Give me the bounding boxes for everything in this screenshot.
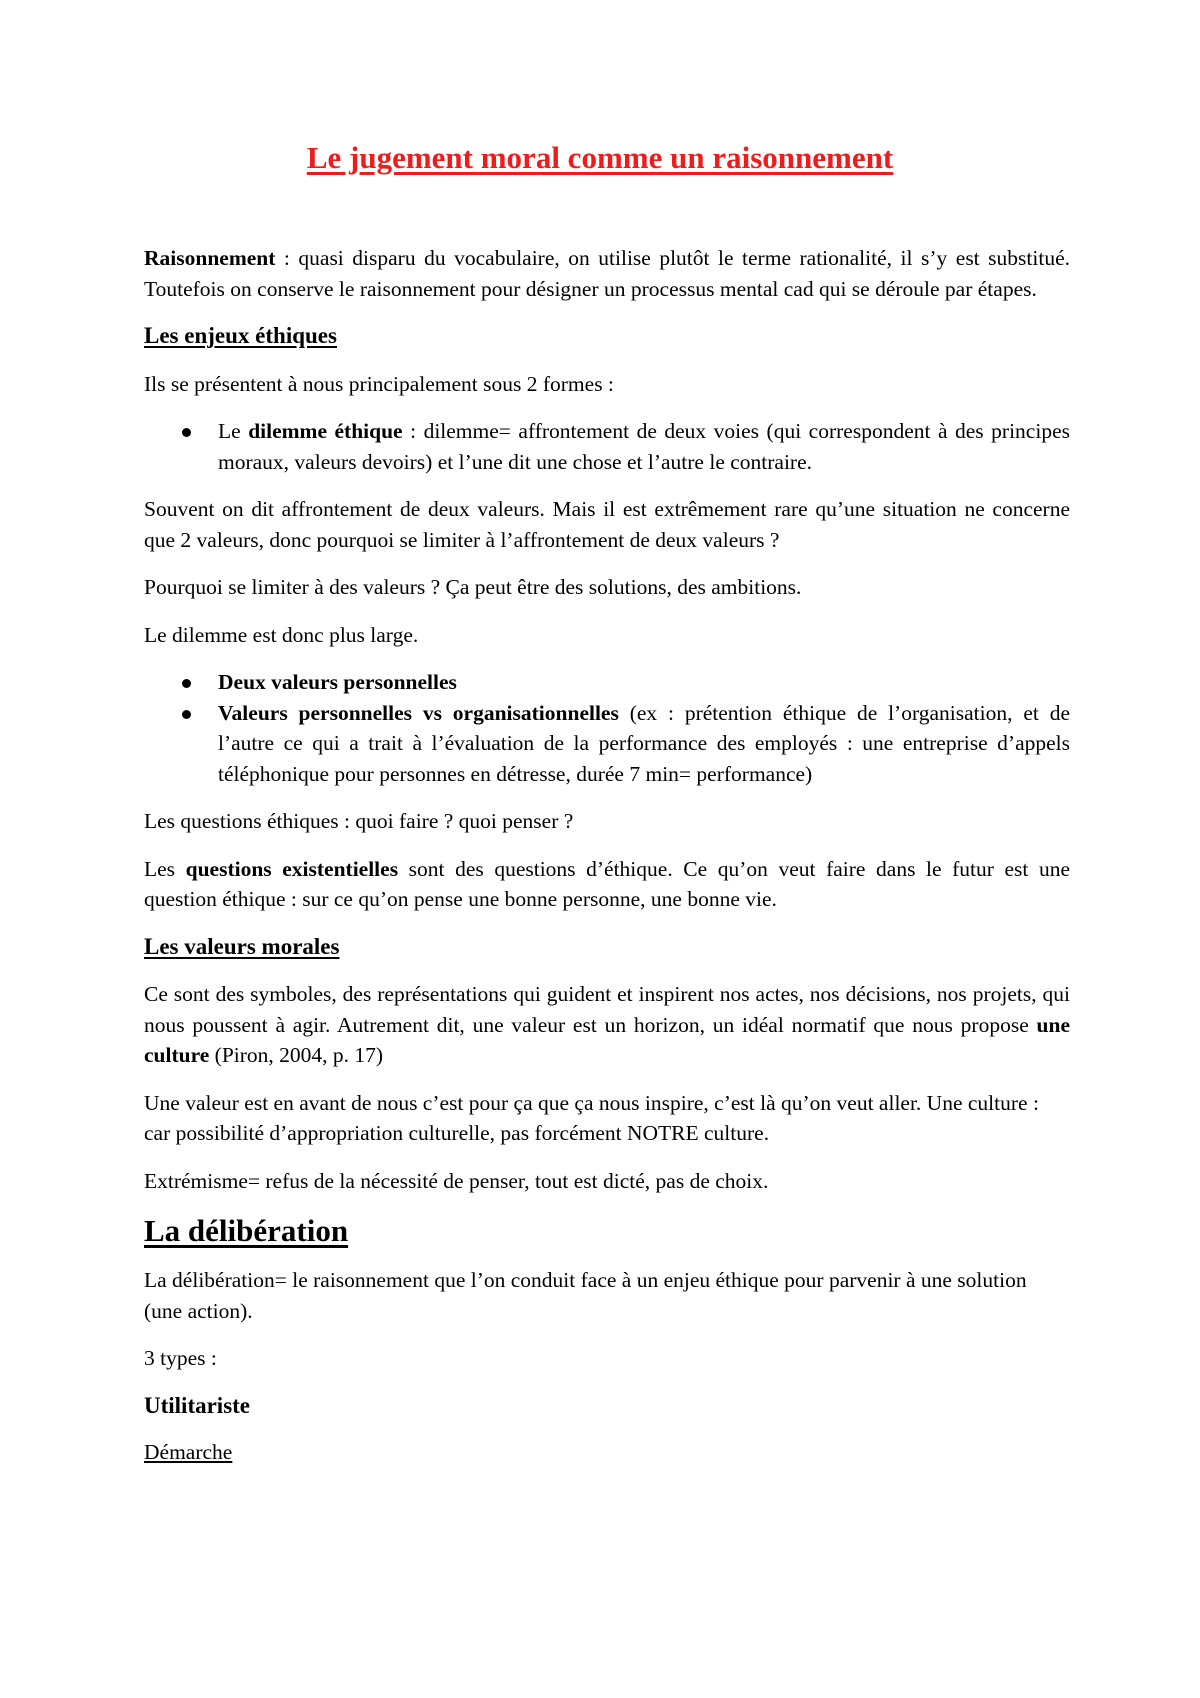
paragraph-questions-existentielles <box>144 854 1070 915</box>
heading-valeurs-morales: Les valeurs morales <box>144 933 340 959</box>
list-item-text: Le <box>218 419 249 443</box>
paragraph-text: Les <box>144 856 186 881</box>
paragraph-pourquoi: Pourquoi se limiter à des valeurs ? Ça peut être des solutions, des ambitions. <box>144 575 802 599</box>
heading-utilitariste: Utilitariste <box>144 1392 251 1418</box>
paragraph-formes: Ils se présentent à nous principalement sous 2 formes : <box>144 371 614 396</box>
subheading-demarche <box>144 1437 1070 1468</box>
paragraph-deliberation: La délibération= le raisonnement que l’on conduit face à un enjeu éthique pour parvenir à une solution (une action). <box>144 1268 1027 1323</box>
list-item-deux-valeurs <box>144 667 1070 698</box>
paragraph-text: Ce sont des symboles, des représentations qui guident et inspirent nos actes, nos décisions, nos projets, qui nous poussent à agir. Autrement dit, une valeur est un horizon, un idéal normatif que nous propose <box>144 982 1070 1037</box>
paragraph-text: : quasi disparu du vocabulaire, on utilise plutôt le terme rationalité, il s’y est substitué. Toutefois on conserve le raisonnement pour désigner un processus mental cad qui se déroule par étapes. <box>144 246 1070 301</box>
paragraph-text: (Piron, 2004, p. 17) <box>209 1043 384 1067</box>
list-item-organisationnelles <box>144 698 1070 790</box>
paragraph-extremisme: Extrémisme= refus de la nécessité de penser, tout est dicté, pas de choix. <box>144 1168 769 1193</box>
paragraph-text: sont des questions d’éthique. Ce qu’on veut faire dans le futur est une question éthique : sur ce qu’on pense une bonne personne, une bonne vie. <box>144 856 1071 911</box>
list-item-dilemme <box>144 416 1070 477</box>
bullet-list-dilemme <box>144 416 1070 477</box>
document-body <box>144 243 1070 1485</box>
bold-term: questions existentielles <box>185 856 399 881</box>
list-item-bold: Valeurs personnelles vs organisationnelles <box>218 700 619 725</box>
paragraph-affrontement: Souvent on dit affrontement de deux valeurs. Mais il est extrêmement rare qu’une situation ne concerne que 2 valeurs, donc pourquoi se limiter à l’affrontement de deux valeurs ? <box>144 497 1070 552</box>
demarche-text: Démarche <box>144 1440 233 1464</box>
list-item-text: : dilemme= affrontement de deux voies (qui correspondent à des principes moraux, valeurs devoirs) et l’une dit une chose et l’autre le contraire. <box>218 419 1070 474</box>
list-item-text: (ex : prétention éthique de l’organisation, et de l’autre ce qui a trait à l’évaluation de la performance des employés : une entreprise d’appels téléphonique pour personnes en détresse, durée 7 min= performance) <box>218 700 1070 786</box>
heading-enjeux-ethiques: Les enjeux éthiques <box>144 323 337 348</box>
paragraph-horizon: Une valeur est en avant de nous c’est pour ça que ça nous inspire, c’est là qu’on veut aller. Une culture : car possibilité d’appropriation culturelle, pas forcément NOTRE culture. <box>144 1090 1039 1145</box>
paragraph-raisonnement <box>144 243 1070 304</box>
paragraph-questions-ethiques: Les questions éthiques : quoi faire ? quoi penser ? <box>144 809 574 833</box>
bold-term: une culture <box>144 1012 1070 1067</box>
bullet-icon <box>182 428 191 437</box>
bullet-list-valeurs <box>144 667 1070 789</box>
heading-deliberation: La délibération <box>144 1213 349 1248</box>
document-title: Le jugement moral comme un raisonnement <box>306 140 894 175</box>
bullet-icon <box>182 710 191 719</box>
list-item-bold: Deux valeurs personnelles <box>218 670 457 694</box>
paragraph-dilemme-large: Le dilemme est donc plus large. <box>144 622 419 647</box>
term-raisonnement: Raisonnement <box>144 246 276 270</box>
list-item-bold: dilemme éthique <box>248 419 403 443</box>
paragraph-types: 3 types : <box>144 1346 217 1370</box>
bullet-icon <box>182 679 191 688</box>
paragraph-symboles <box>144 979 1070 1071</box>
